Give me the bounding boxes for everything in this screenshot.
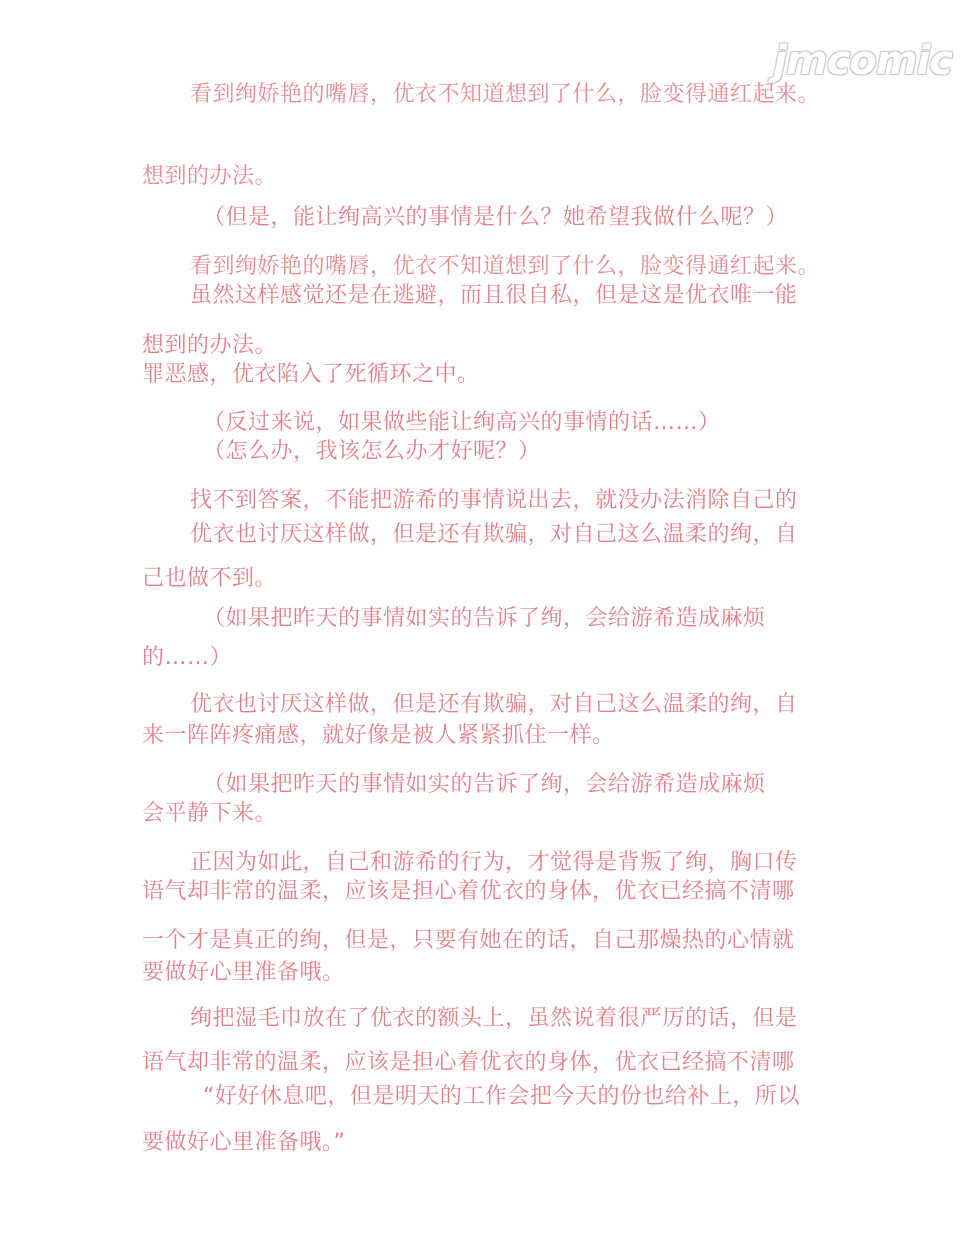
jmcomic-watermark-logo: jmcomic [773,38,952,84]
cut-text-line: 要做好心里准备哦。” [142,1130,346,1155]
text-line: 虽然这样感觉还是在逃避，而且很自私，但是这是优衣唯一能 [190,283,798,308]
text-line: （但是，能让绚高兴的事情是什么？她希望我做什么呢？） [203,205,789,230]
text-line: 找不到答案，不能把游希的事情说出去，就没办法消除自己的 [190,488,798,513]
text-line: 罪恶感，优衣陷入了死循环之中。 [142,362,480,387]
text-line: 会平静下来。 [142,801,278,826]
text-line: （反过来说，如果做些能让绚高兴的事情的话……） [203,410,721,435]
cut-text-line: 想到的办法。 [142,333,278,358]
text-line: 己也做不到。 [142,566,278,591]
text-line: 正因为如此，自己和游希的行为，才觉得是背叛了绚，胸口传 [190,850,798,875]
text-line: 来一阵阵疼痛感，就好像是被人紧紧抓住一样。 [142,723,615,748]
text-line: “好好休息吧，但是明天的工作会把今天的份也给补上，所以 [203,1084,800,1109]
cut-text-line: 要做好心里准备哦。 [142,960,345,985]
text-line: 绚把湿毛巾放在了优衣的额头上，虽然说着很严厉的话，但是 [190,1006,798,1031]
cut-text-line: 看到绚娇艳的嘴唇，优衣不知道想到了什么，脸变得通红起来。 [190,254,821,279]
text-line: 的……） [142,645,233,670]
text-line: 一个才是真正的绚，但是，只要有她在的话，自己那燥热的心情就 [142,928,795,953]
text-line: 语气却非常的温柔，应该是担心着优衣的身体，优衣已经搞不清哪 [142,879,795,904]
cut-text-line: （如果把昨天的事情如实的告诉了绚，会给游希造成麻烦 [203,772,766,797]
text-line: （怎么办，我该怎么办才好呢？） [203,439,541,464]
cut-text-line: 语气却非常的温柔，应该是担心着优衣的身体，优衣已经搞不清哪 [142,1050,795,1075]
cut-text-line: 优衣也讨厌这样做，但是还有欺骗，对自己这么温柔的绚，自 [190,522,798,547]
cut-text-line: 想到的办法。 [142,164,278,189]
cut-text-line: 优衣也讨厌这样做，但是还有欺骗，对自己这么温柔的绚，自 [190,692,798,717]
cut-text-line: （如果把昨天的事情如实的告诉了绚，会给游希造成麻烦 [203,606,766,631]
cut-text-line: 看到绚娇艳的嘴唇，优衣不知道想到了什么，脸变得通红起来。 [190,82,821,107]
